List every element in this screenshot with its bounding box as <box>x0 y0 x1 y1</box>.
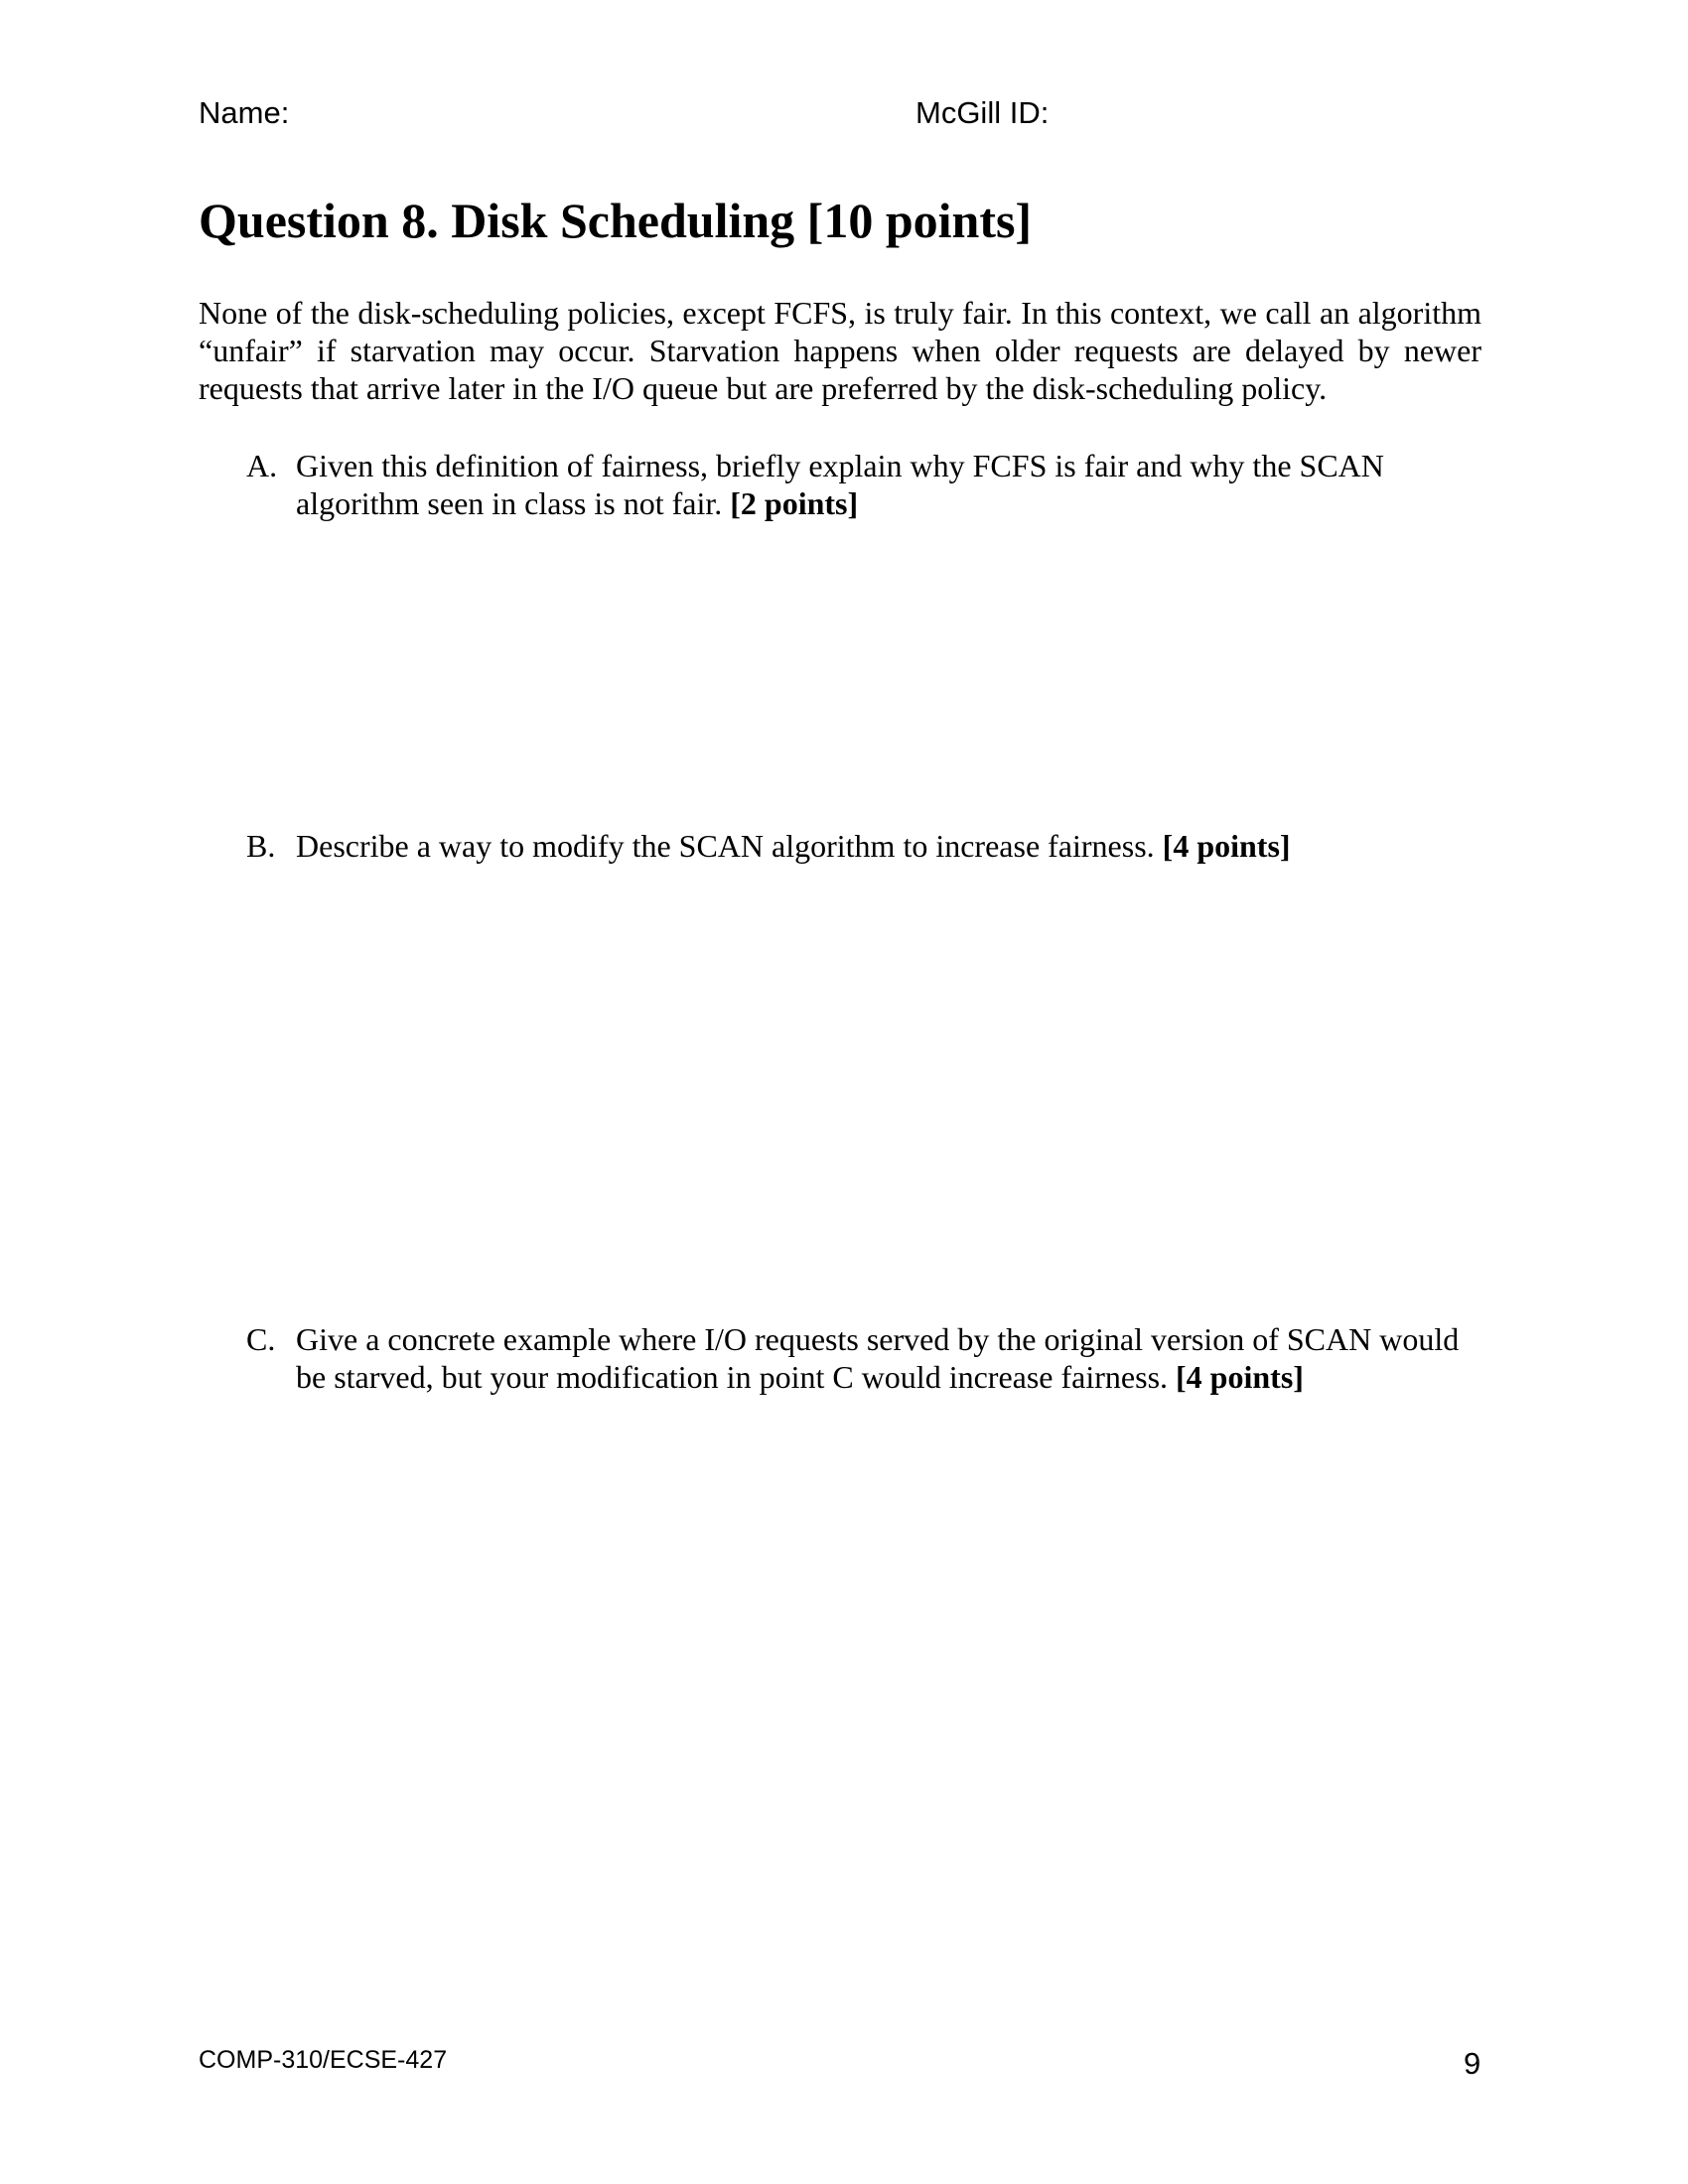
question-points: [2 points] <box>730 485 859 521</box>
question-points: [4 points] <box>1176 1359 1304 1395</box>
question-letter: A. <box>246 448 278 483</box>
question-body: Given this definition of fairness, briefly explain why FCFS is fair and why the SCAN algorithm seen in class is not fair. <box>296 448 1384 521</box>
question-item-b <box>246 827 1487 865</box>
question-letter: B. <box>246 828 276 864</box>
question-text <box>296 1320 1487 1396</box>
question-title: Question 8. Disk Scheduling [10 points] <box>199 193 1033 248</box>
course-code: COMP-310/ECSE-427 <box>199 2046 448 2074</box>
question-item-c <box>246 1320 1487 1396</box>
question-text <box>296 827 1487 865</box>
question-body: Describe a way to modify the SCAN algorithm to increase fairness. <box>296 828 1155 864</box>
question-item-a <box>246 447 1487 522</box>
question-points: [4 points] <box>1162 828 1291 864</box>
question-intro: None of the disk-scheduling policies, except FCFS, is truly fair. In this context, we call an algorithm “unfair” if starvation may occur. Starvation happens when older requests are delayed by newer requests that arrive later in the I/O queue but are preferred by the disk-scheduling policy. <box>199 295 1481 406</box>
mcgill-id-label: McGill ID: <box>915 95 1050 130</box>
question-letter: C. <box>246 1321 276 1357</box>
name-label: Name: <box>199 95 290 130</box>
question-text <box>296 447 1487 522</box>
question-body: Give a concrete example where I/O requests served by the original version of SCAN would be starved, but your modification in point C would increase fairness. <box>296 1321 1460 1395</box>
page-number: 9 <box>1464 2046 1481 2081</box>
